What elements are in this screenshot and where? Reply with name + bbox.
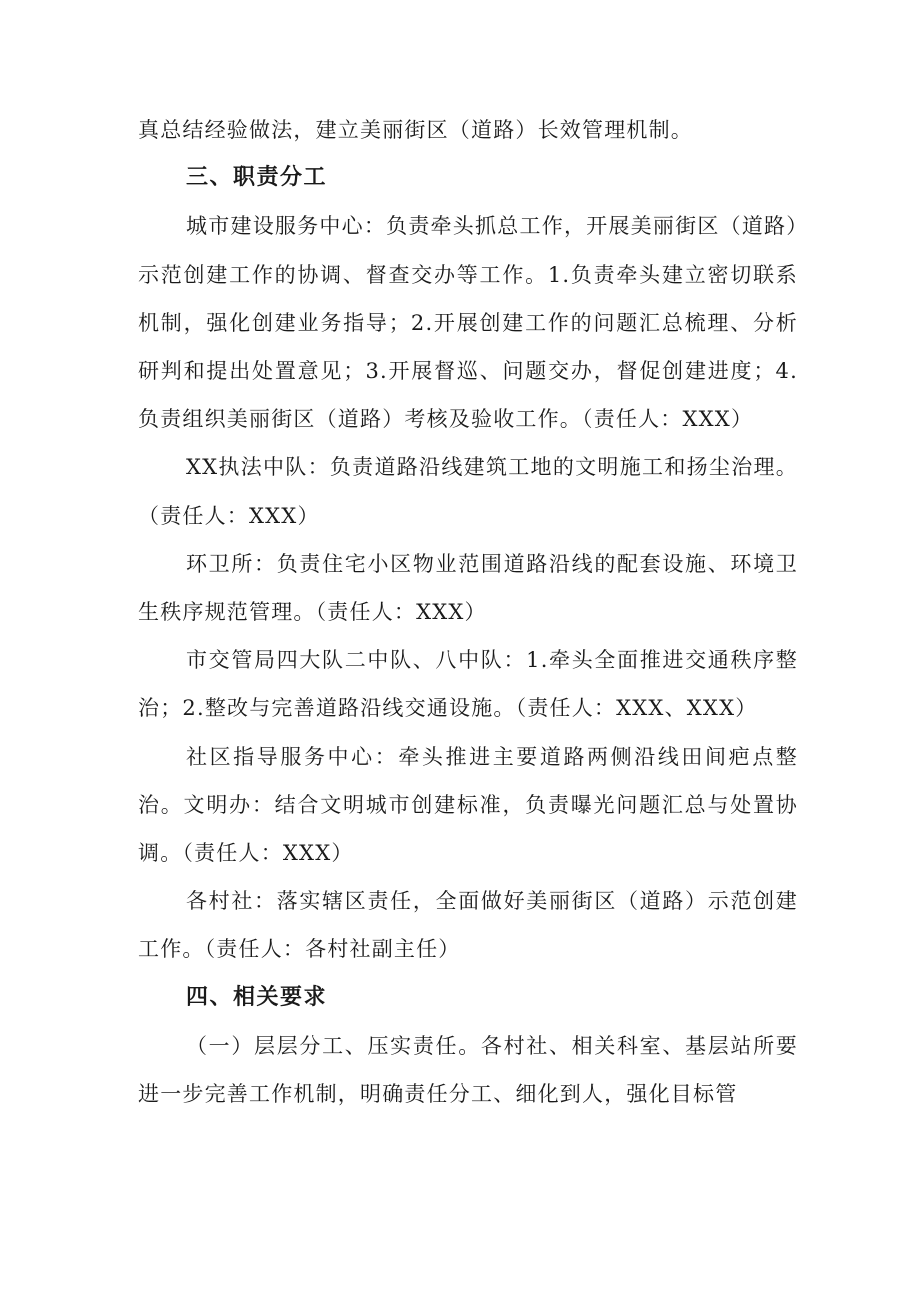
section-heading-4: 四、相关要求: [186, 984, 328, 1010]
paragraph-law-enforcement-squad: XX执法中队：负责道路沿线建筑工地的文明施工和扬尘治理。（责任人：XXX）: [138, 455, 798, 528]
paragraph-requirement-1: （一）层层分工、压实责任。各村社、相关科室、基层站所要进一步完善工作机制，明确责任分工、细化到人，强化目标管: [138, 1033, 798, 1107]
paragraph-continued: 真总结经验做法，建立美丽街区（道路）长效管理机制。: [138, 118, 693, 142]
document-body: [138, 106, 798, 1118]
paragraph-sanitation-office: 环卫所：负责住宅小区物业范围道路沿线的配套设施、环境卫生秩序规范管理。（责任人：XXX）: [138, 551, 798, 625]
paragraph-community-center: 社区指导服务中心：牵头推进主要道路两侧沿线田间疤点整治。文明办：结合文明城市创建标准，负责曝光问题汇总与处置协调。（责任人：XXX）: [138, 744, 798, 866]
paragraph-urban-construction-center: 城市建设服务中心：负责牵头抓总工作，开展美丽街区（道路）示范创建工作的协调、督查交办等工作。1.负责牵头建立密切联系机制，强化创建业务指导；2.开展创建工作的问题汇总梳理、分析研判和提出处置意见；3.开展督巡、问题交办，督促创建进度；4.负责组织美丽街区（道路）考核及验收工作。（责任人：XXX）: [138, 214, 798, 432]
section-heading-3: 三、职责分工: [186, 165, 328, 191]
paragraph-village-communities: 各村社：落实辖区责任，全面做好美丽街区（道路）示范创建工作。（责任人：各村社副主任）: [138, 889, 798, 962]
paragraph-traffic-brigade: 市交管局四大队二中队、八中队：1.牵头全面推进交通秩序整治；2.整改与完善道路沿线交通设施。（责任人：XXX、XXX）: [138, 648, 798, 721]
